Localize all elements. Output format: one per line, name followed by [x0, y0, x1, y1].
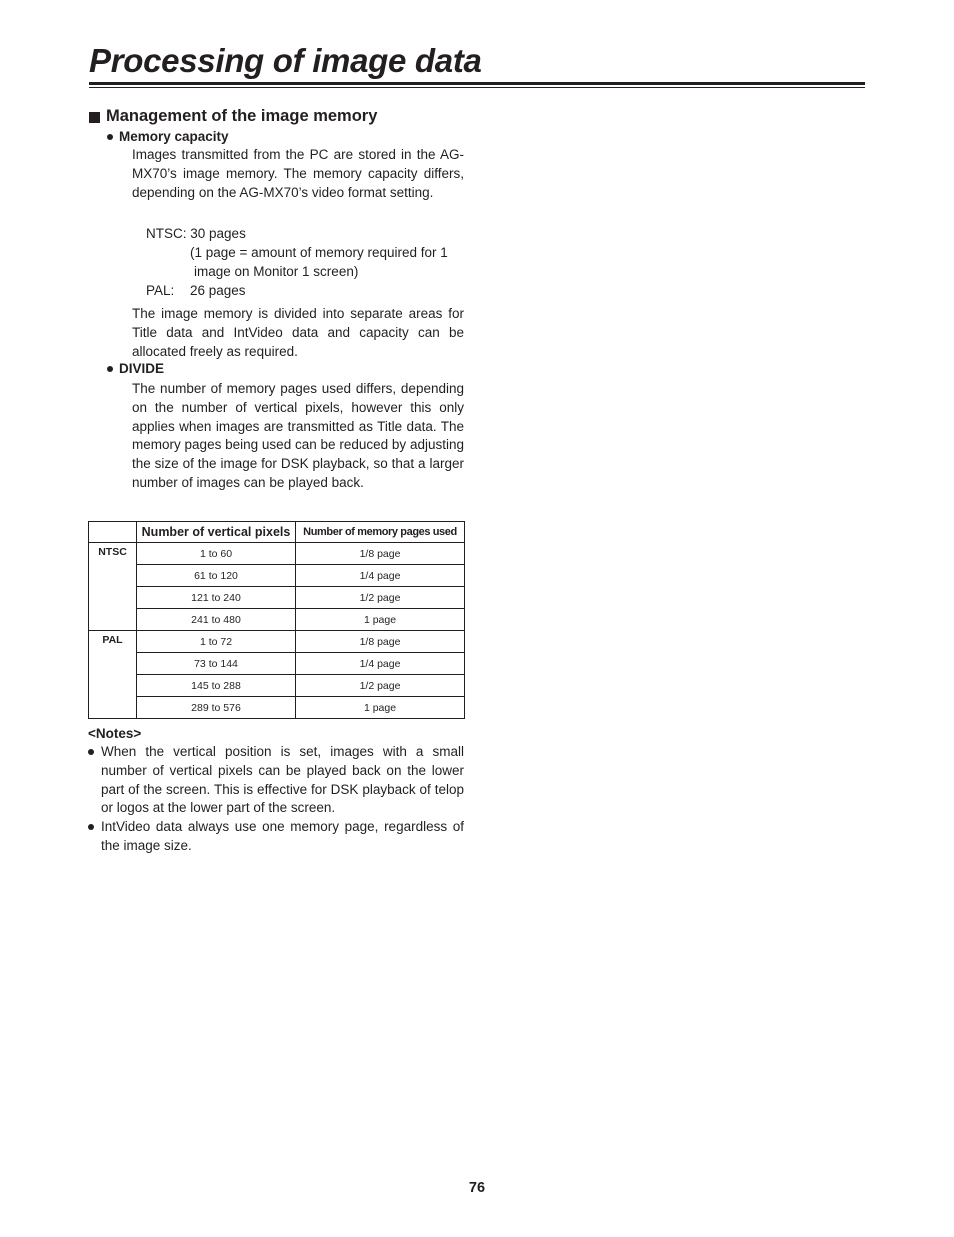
ntsc-note-line-2: image on Monitor 1 screen): [194, 264, 359, 279]
bullet-icon: [107, 134, 113, 140]
bullet-icon: [107, 366, 113, 372]
page-title: Processing of image data: [89, 42, 482, 79]
table-cell-pages: 1/4 page: [296, 653, 465, 675]
subhead-memory-capacity: [107, 129, 229, 144]
table-cell-pages: 1/2 page: [296, 675, 465, 697]
table-cell-pages: 1/8 page: [296, 631, 465, 653]
table-system-ntsc: NTSC: [89, 543, 137, 631]
table-header-memory-pages: Number of memory pages used: [296, 522, 465, 543]
notes-title: <Notes>: [88, 726, 142, 741]
square-bullet-icon: [89, 112, 100, 123]
table-header-system: [89, 522, 137, 543]
pal-value: 26 pages: [190, 283, 246, 298]
table-cell-pages: 1 page: [296, 697, 465, 719]
bullet-icon: [88, 824, 94, 830]
table-row: [89, 675, 465, 697]
ntsc-value: 30 pages: [190, 226, 246, 241]
title-rule-thin: [89, 87, 865, 88]
table-row: [89, 631, 465, 653]
page-number: 76: [468, 1180, 486, 1196]
subhead-divide-label: DIVIDE: [119, 361, 165, 376]
note-item: When the vertical position is set, images with a small number of vertical pixels can be played back on the lower part of the screen. This is effective for DSK playback of telop or logos at the lower part of the screen.: [101, 744, 464, 816]
table-cell-pixels: 61 to 120: [137, 565, 296, 587]
ntsc-label: NTSC:: [146, 226, 187, 241]
section-heading: [89, 107, 377, 126]
ntsc-line: [146, 225, 246, 244]
table-cell-pixels: 121 to 240: [137, 587, 296, 609]
memory-capacity-intro: Images transmitted from the PC are stored in the AG-MX70’s image memory. The memory capacity differs, depending on the AG-MX70’s video format setting.: [132, 147, 464, 200]
table-cell-pages: 1/2 page: [296, 587, 465, 609]
table-header-vertical-pixels: Number of vertical pixels: [137, 522, 296, 543]
table-cell-pixels: 1 to 72: [137, 631, 296, 653]
table-row: [89, 565, 465, 587]
bullet-icon: [88, 749, 94, 755]
table-row: [89, 653, 465, 675]
table-cell-pages: 1/4 page: [296, 565, 465, 587]
subhead-divide: [107, 361, 164, 376]
table-system-pal: PAL: [89, 631, 137, 719]
section-heading-text: Management of the image memory: [106, 107, 378, 125]
table-row: [89, 543, 465, 565]
subhead-memory-capacity-label: Memory capacity: [119, 129, 229, 144]
table-row: [89, 587, 465, 609]
table-cell-pages: 1 page: [296, 609, 465, 631]
table-cell-pixels: 289 to 576: [137, 697, 296, 719]
table-cell-pixels: 73 to 144: [137, 653, 296, 675]
divide-text: The number of memory pages used differs, depending on the number of vertical pixels, however this only applies when images are transmitted as Title data. The memory pages being used can be reduced by adjusting the size of the image for DSK playback, so that a larger number of images can be played back.: [132, 381, 464, 490]
memory-capacity-outro: The image memory is divided into separate areas for Title data and IntVideo data and capacity can be allocated freely as required.: [132, 306, 464, 359]
memory-pages-table: [88, 521, 465, 719]
table-row: [89, 609, 465, 631]
table-row: [89, 697, 465, 719]
table-cell-pixels: 241 to 480: [137, 609, 296, 631]
note-item: IntVideo data always use one memory page, regardless of the image size.: [101, 819, 464, 853]
pal-label: PAL:: [146, 283, 175, 298]
table-cell-pixels: 145 to 288: [137, 675, 296, 697]
table-cell-pixels: 1 to 60: [137, 543, 296, 565]
title-rule: [89, 82, 865, 85]
table-cell-pages: 1/8 page: [296, 543, 465, 565]
ntsc-note-line-1: (1 page = amount of memory required for 1: [190, 245, 448, 260]
table-header-row: [89, 522, 465, 543]
